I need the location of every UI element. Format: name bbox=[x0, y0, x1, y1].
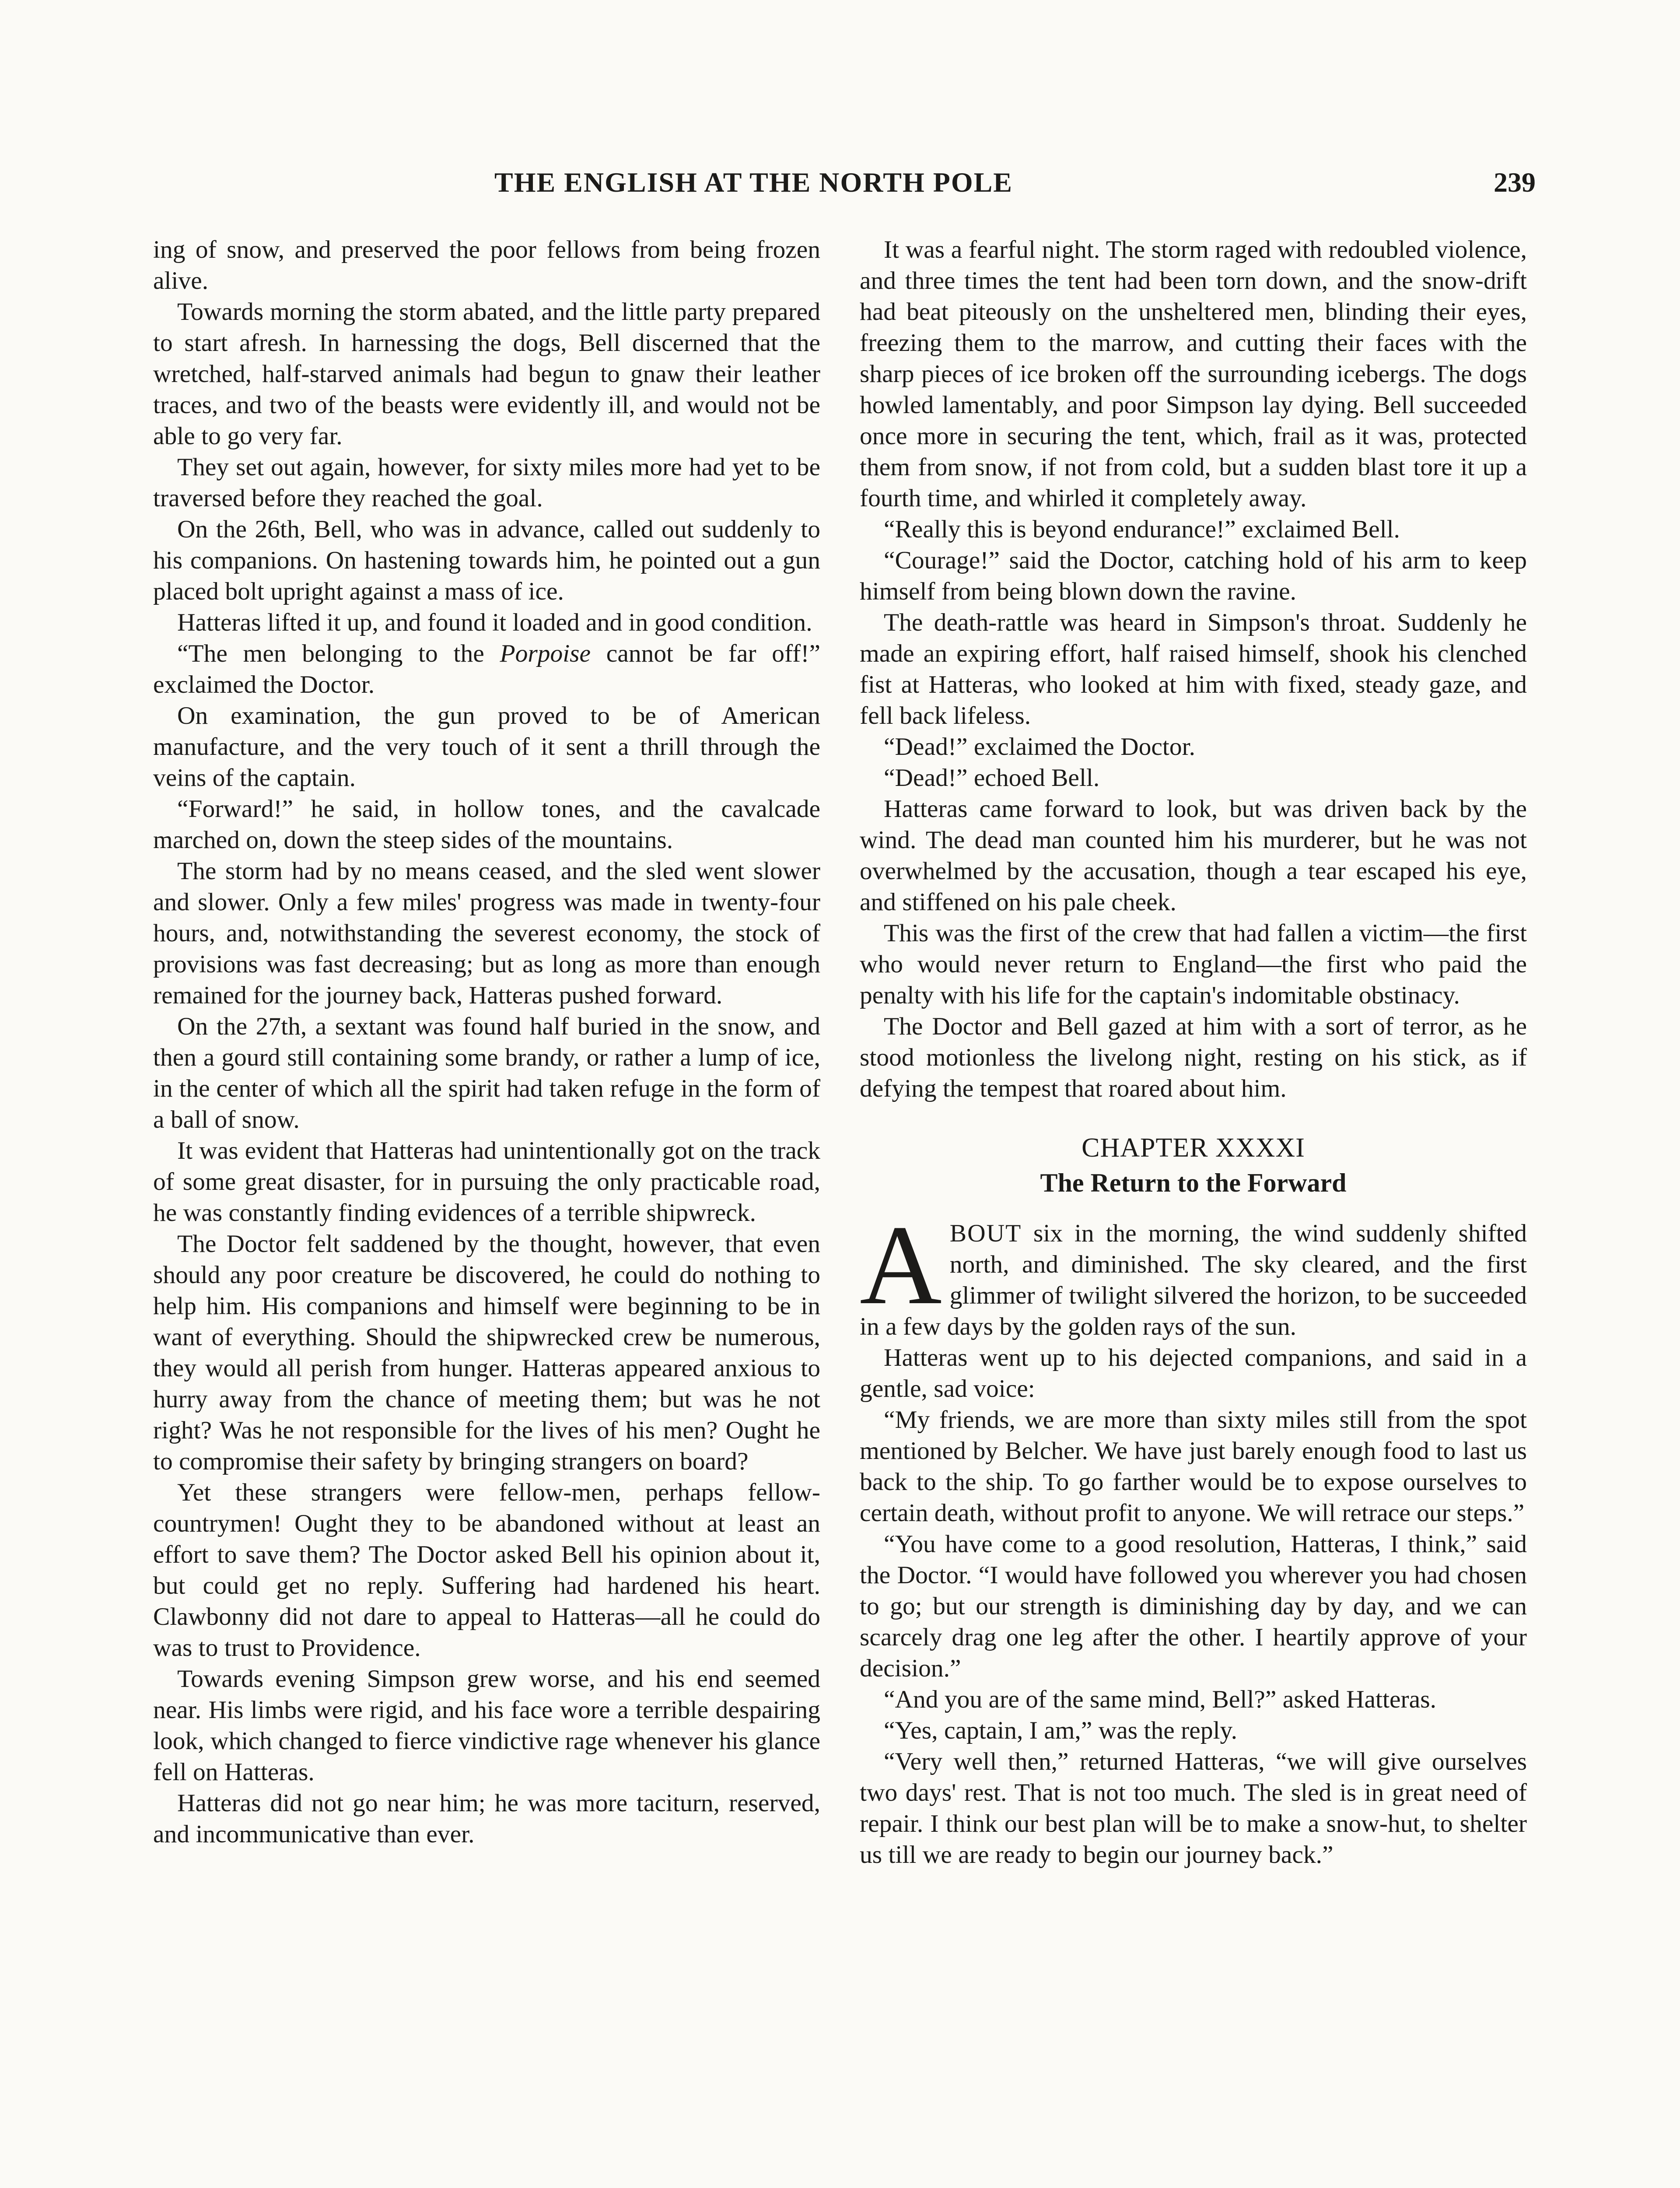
paragraph: “Dead!” echoed Bell. bbox=[884, 764, 1100, 792]
chapter-heading bbox=[860, 1130, 1527, 1200]
paragraph: On examination, the gun proved to be of American manufacture, and the very touch of it sent a thrill through the veins of the captain. bbox=[153, 702, 820, 792]
paragraph: “My friends, we are more than sixty miles still from the spot mentioned by Belcher. We have just barely enough food to last us back to the ship. To go farther would be to expose ourselves to certain death, without profit to anyone. We will retrace our steps.” bbox=[860, 1406, 1527, 1527]
paragraph: Hatteras did not go near him; he was more taciturn, reserved, and incommunicative than ever. bbox=[153, 1789, 820, 1848]
paragraph: It was a fearful night. The storm raged with redoubled violence, and three times the tent had been torn down, and the snow-drift had beat piteously on the unsheltered men, blinding their eyes, freezing them to the marrow, and cutting their faces with the sharp pieces of ice broken off the surrounding icebergs. The dogs howled lamentably, and poor Simpson lay dying. Bell succeeded once more in securing the tent, which, frail as it was, protected them from snow, if not from cold, but a sudden blast tore it up a fourth time, and whirled it completely away. bbox=[860, 236, 1527, 512]
paragraph: On the 27th, a sextant was found half buried in the snow, and then a gourd still containing some brandy, or rather a lump of ice, in the center of which all the spirit had taken refuge in the form of a ball of snow. bbox=[153, 1013, 820, 1133]
running-title: THE ENGLISH AT THE NORTH POLE bbox=[494, 167, 1013, 198]
paragraph: “Yes, captain, I am,” was the reply. bbox=[884, 1717, 1237, 1744]
paragraph: They set out again, however, for sixty miles more had yet to be traversed before they reached the goal. bbox=[153, 453, 820, 512]
page-number: 239 bbox=[1494, 167, 1536, 198]
paragraph: On the 26th, Bell, who was in advance, called out suddenly to his companions. On hastening towards him, he pointed out a gun placed bolt upright against a mass of ice. bbox=[153, 515, 820, 605]
chapter-number: CHAPTER XXXXI bbox=[1082, 1133, 1305, 1163]
paragraph: ing of snow, and preserved the poor fellows from being frozen alive. bbox=[153, 236, 820, 295]
paragraph: “Forward!” he said, in hollow tones, and the cavalcade marched on, down the steep sides of the mountains. bbox=[153, 795, 820, 854]
opening-paragraph bbox=[860, 1202, 1527, 1342]
page-header bbox=[0, 162, 1680, 214]
paragraph: Hatteras lifted it up, and found it loaded and in good condition. bbox=[177, 609, 812, 636]
paragraph: “Dead!” exclaimed the Doctor. bbox=[884, 733, 1196, 761]
paragraph: It was evident that Hatteras had unintentionally got on the track of some great disaster, for in pursuing the only practicable road, he was constantly finding evidences of a terrible shipwreck. bbox=[153, 1137, 820, 1227]
opening-caps: BOUT bbox=[949, 1220, 1022, 1247]
paragraph: “Very well then,” returned Hatteras, “we will give ourselves two days' rest. That is not too much. The sled is in great need of repair. I think our best plan will be to make a snow-hut, to shelter us till we are ready to begin our journey back.” bbox=[860, 1748, 1527, 1869]
paragraph: “Really this is beyond endurance!” exclaimed Bell. bbox=[884, 515, 1400, 543]
paragraph: The Doctor and Bell gazed at him with a sort of terror, as he stood motionless the livelong night, resting on his stick, as if defying the tempest that roared about him. bbox=[860, 1013, 1527, 1102]
paragraph: The storm had by no means ceased, and the sled went slower and slower. Only a few miles' progress was made in twenty-four hours, and, notwithstanding the severest economy, the stock of provisions was fast decreasing; but as long as more than enough remained for the journey back, Hatteras pushed forward. bbox=[153, 857, 820, 1009]
paragraph: This was the first of the crew that had fallen a victim—the first who would never return to England—the first who paid the penalty with his life for the captain's indomitable obstinacy. bbox=[860, 919, 1527, 1009]
paragraph bbox=[153, 638, 820, 700]
paragraph: Yet these strangers were fellow-men, perhaps fellow-countrymen! Ought they to be abandoned without at least an effort to save them? The Doctor asked Bell his opinion about it, but could get no reply. Suffering had hardened his heart. Clawbonny did not dare to appeal to Hatteras—all he could do was to trust to Providence. bbox=[153, 1479, 820, 1662]
paragraph: “And you are of the same mind, Bell?” asked Hatteras. bbox=[884, 1686, 1436, 1713]
paragraph: Towards morning the storm abated, and the little party prepared to start afresh. In harnessing the dogs, Bell discerned that the wretched, half-starved animals had begun to gnaw their leather traces, and two of the beasts were evidently ill, and would not be able to go very far. bbox=[153, 298, 820, 450]
paragraph: Hatteras went up to his dejected companions, and said in a gentle, sad voice: bbox=[860, 1344, 1527, 1403]
text-run: “The men belonging to the bbox=[177, 640, 500, 667]
chapter-title: The Return to the Forward bbox=[1040, 1168, 1347, 1197]
text-run: cannot be far off!” exclaimed the Doctor. bbox=[153, 640, 820, 698]
paragraph: The death-rattle was heard in Simpson's throat. Suddenly he made an expiring effort, half raised himself, shook his clenched fist at Hatteras, who looked at him with fixed, steady gaze, and fell back lifeless. bbox=[860, 609, 1527, 729]
paragraph: Towards evening Simpson grew worse, and his end seemed near. His limbs were rigid, and his face wore a terrible despairing look, which changed to fierce vindictive rage whenever his glance fell on Hatteras. bbox=[153, 1665, 820, 1786]
paragraph: Hatteras came forward to look, but was driven back by the wind. The dead man counted him his murderer, but he was not overwhelmed by the accusation, though a tear escaped his eye, and stiffened on his pale cheek. bbox=[860, 795, 1527, 916]
ship-name: Porpoise bbox=[500, 640, 591, 667]
left-column bbox=[153, 234, 820, 1850]
right-column bbox=[860, 234, 1527, 1870]
paragraph: “Courage!” said the Doctor, catching hold of his arm to keep himself from being blown down the ravine. bbox=[860, 547, 1527, 605]
drop-cap: A bbox=[860, 1202, 942, 1328]
paragraph: “You have come to a good resolution, Hatteras, I think,” said the Doctor. “I would have followed you wherever you had chosen to go; but our strength is diminishing day by day, and we can scarcely drag one leg after the other. I heartily approve of your decision.” bbox=[860, 1530, 1527, 1682]
text-run: six in the morning, the wind suddenly shifted north, and diminished. The sky cleared, and the first glimmer of twilight silvered the horizon, to be succeeded in a few days by the golden rays of the sun. bbox=[860, 1220, 1527, 1340]
paragraph: The Doctor felt saddened by the thought, however, that even should any poor creature be discovered, he could do nothing to help him. His companions and himself were beginning to be in want of everything. Should the shipwrecked crew be numerous, they would all perish from hunger. Hatteras appeared anxious to hurry away from the chance of meeting them; but was he not right? Was he not responsible for the lives of his men? Ought he to compromise their safety by bringing strangers on board? bbox=[153, 1230, 820, 1475]
